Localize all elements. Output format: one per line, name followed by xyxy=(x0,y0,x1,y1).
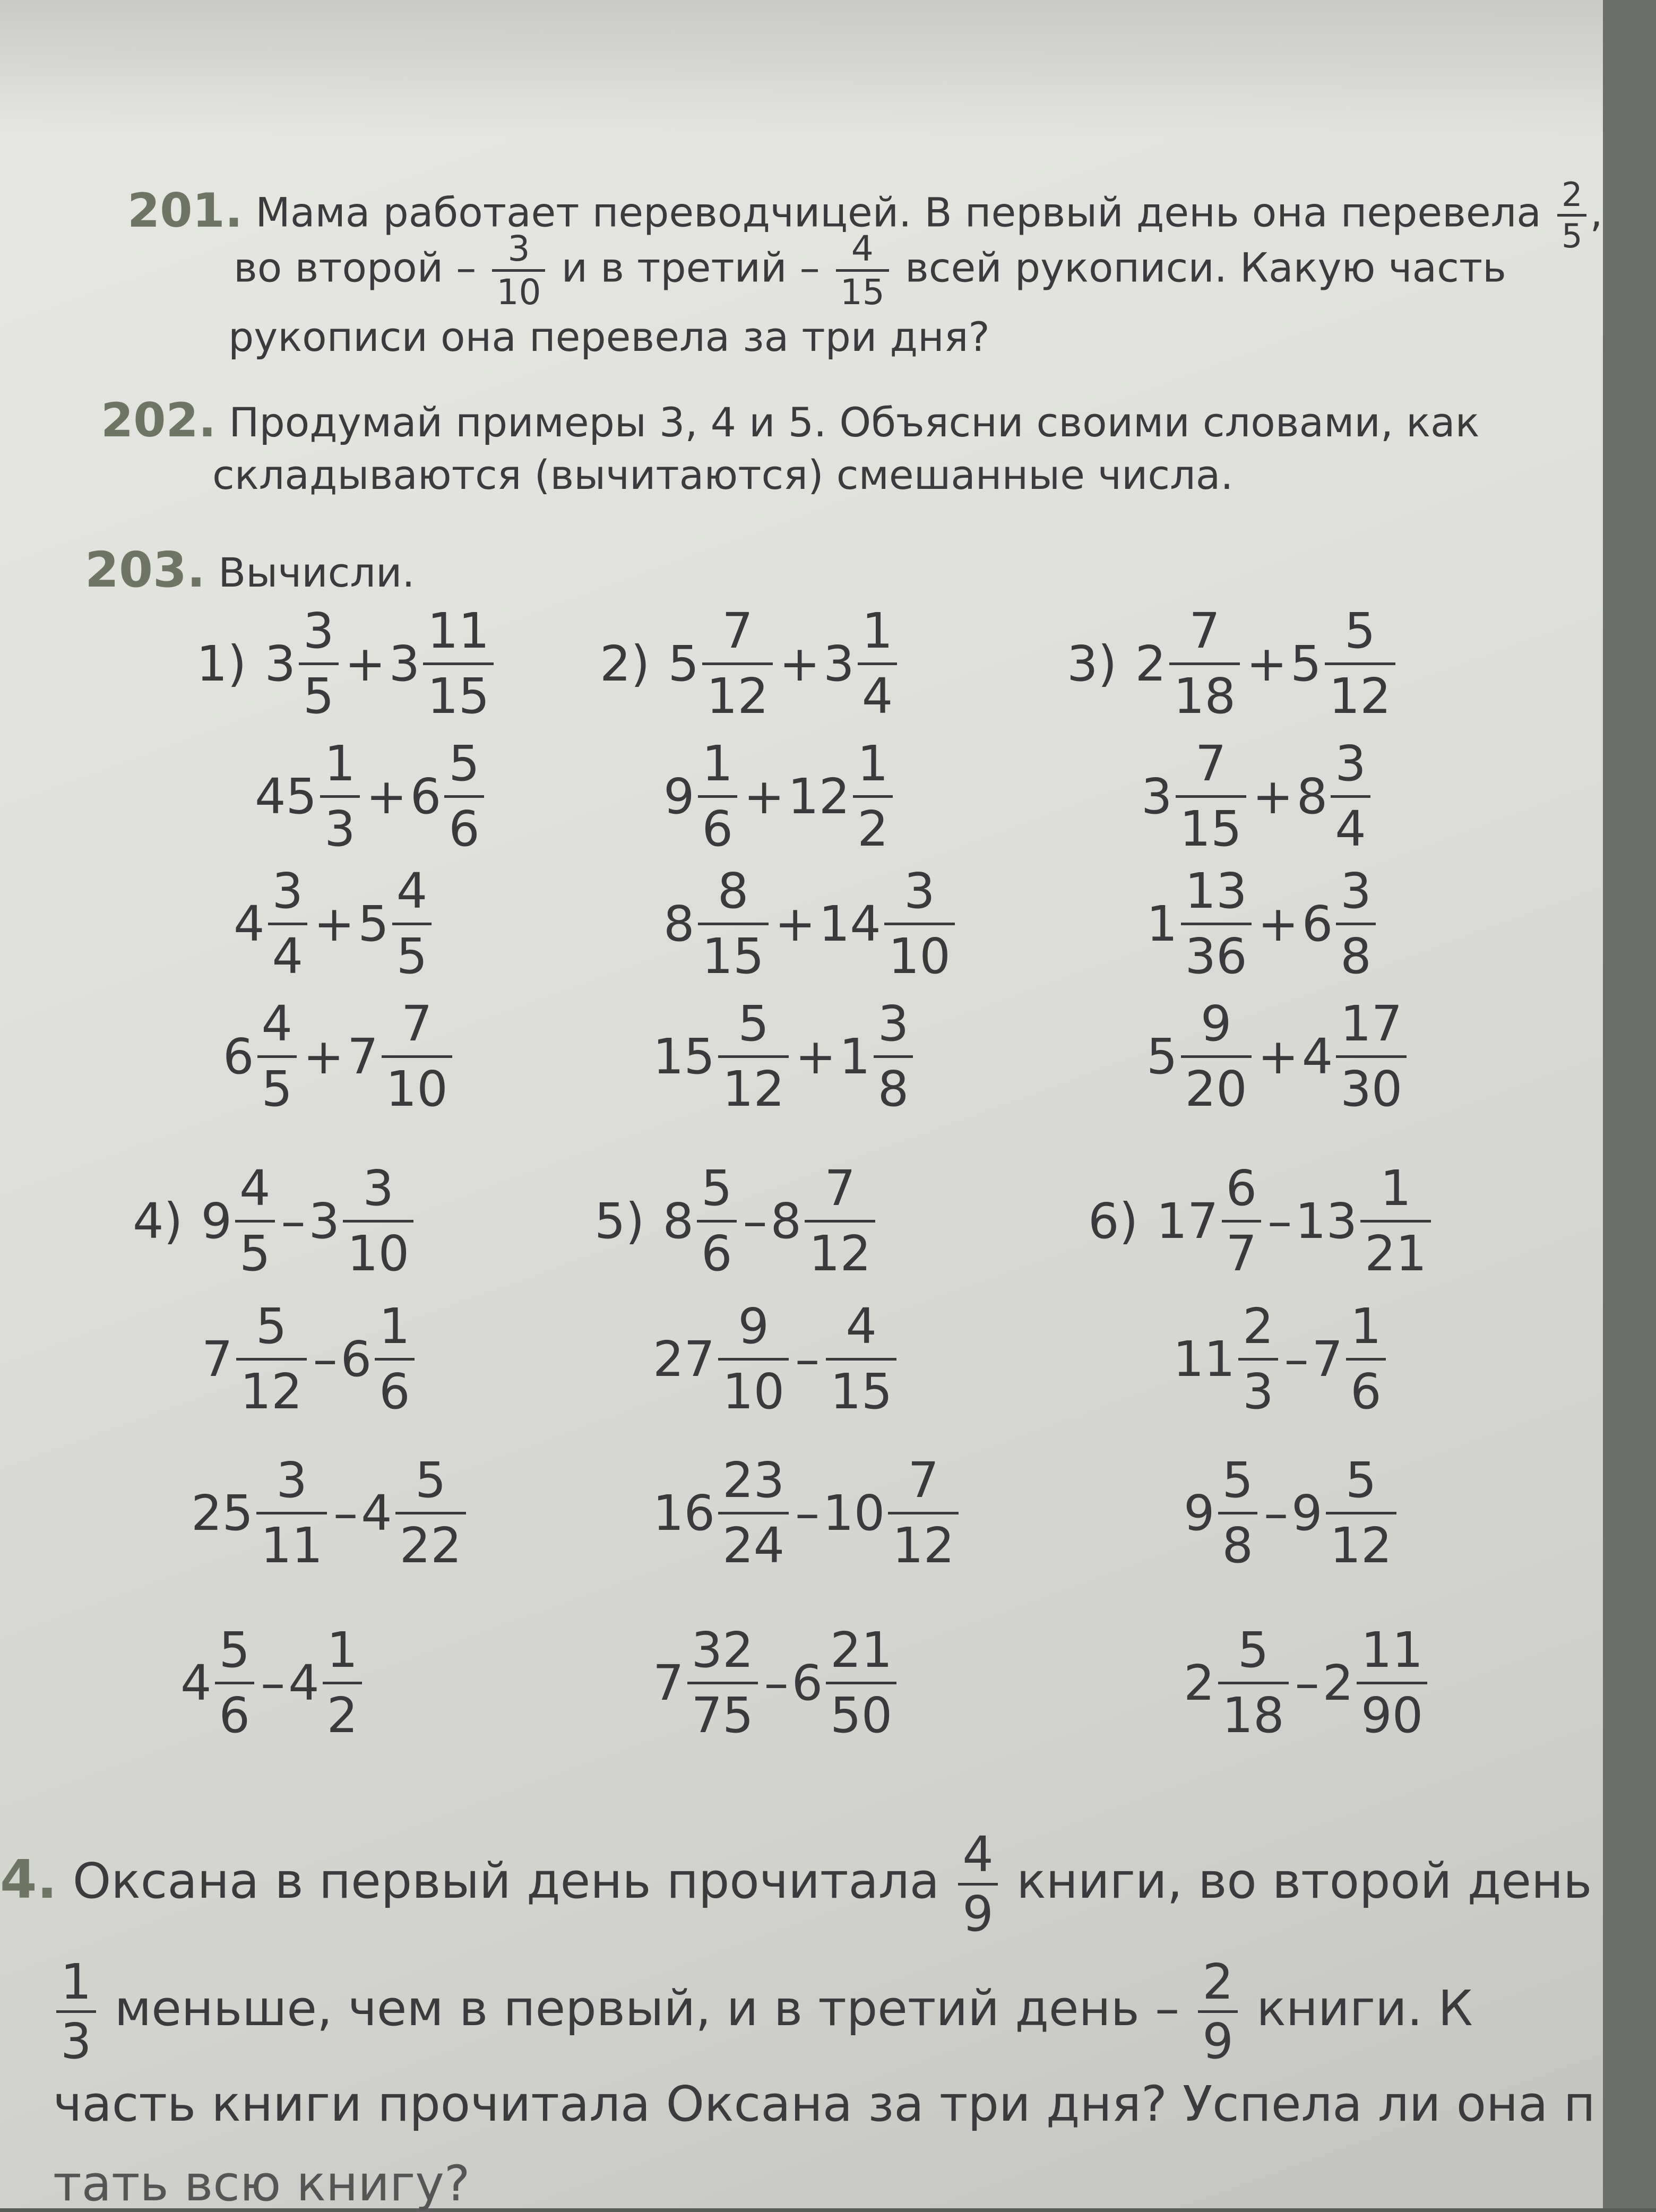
denominator: 9 xyxy=(1198,2010,1238,2070)
whole-part: 1 xyxy=(839,1028,870,1085)
operator: – xyxy=(795,1485,820,1542)
fraction xyxy=(1325,600,1395,728)
fraction xyxy=(236,1295,307,1423)
denominator: 10 xyxy=(884,923,955,988)
fraction xyxy=(958,1826,998,1942)
fraction xyxy=(853,733,893,860)
whole-part: 5 xyxy=(358,896,389,952)
whole-part: 4 xyxy=(1301,1028,1333,1085)
whole-part: 14 xyxy=(818,896,881,952)
whole-part: 3 xyxy=(389,635,420,692)
numerator: 4 xyxy=(851,228,874,269)
numerator: 1 xyxy=(857,735,889,792)
fraction xyxy=(299,600,339,728)
whole-part: 11 xyxy=(1173,1331,1236,1388)
expression xyxy=(1146,993,1410,1121)
whole-part: 6 xyxy=(791,1655,823,1711)
operator: – xyxy=(313,1331,338,1388)
problem-text: книги, во второй день xyxy=(1016,1852,1592,1909)
operator: + xyxy=(366,768,407,825)
denominator: 12 xyxy=(1325,662,1395,728)
numerator: 9 xyxy=(1200,995,1232,1052)
denominator: 75 xyxy=(687,1682,758,1747)
operator: – xyxy=(1267,1193,1292,1250)
operator: + xyxy=(744,768,785,825)
denominator: 5 xyxy=(235,1220,275,1285)
denominator: 5 xyxy=(392,923,432,988)
fraction xyxy=(1326,1449,1396,1577)
fraction xyxy=(1357,1619,1427,1747)
whole-part: 5 xyxy=(1146,1028,1178,1085)
fraction xyxy=(1181,860,1252,988)
fraction xyxy=(268,860,308,988)
whole-part: 9 xyxy=(1184,1485,1215,1542)
numerator: 21 xyxy=(830,1622,893,1679)
fraction xyxy=(1176,733,1246,860)
problem-202-line-2: складываются (вычитаются) смешанные числа. xyxy=(212,451,1234,498)
numerator: 6 xyxy=(1226,1160,1257,1217)
numerator: 3 xyxy=(363,1160,394,1217)
expression xyxy=(653,993,916,1121)
operator: – xyxy=(261,1655,286,1711)
operator: + xyxy=(1246,635,1288,692)
fraction xyxy=(256,1449,327,1577)
fraction xyxy=(257,993,297,1121)
denominator: 5 xyxy=(257,1055,297,1121)
numerator: 3 xyxy=(272,863,304,919)
fraction xyxy=(1336,993,1407,1121)
whole-part: 3 xyxy=(308,1193,340,1250)
expression xyxy=(594,1157,878,1285)
operator: + xyxy=(303,1028,344,1085)
denominator: 6 xyxy=(215,1682,255,1747)
operator: – xyxy=(764,1655,789,1711)
denominator: 90 xyxy=(1357,1682,1427,1747)
operator: + xyxy=(314,896,355,952)
fraction xyxy=(423,600,494,728)
denominator: 12 xyxy=(1326,1512,1396,1577)
denominator: 8 xyxy=(1218,1512,1258,1577)
expression xyxy=(1184,1619,1430,1747)
denominator: 12 xyxy=(888,1512,959,1577)
fraction xyxy=(826,1619,896,1747)
numerator: 3 xyxy=(1335,735,1366,792)
whole-part: 2 xyxy=(1184,1655,1215,1711)
whole-part: 10 xyxy=(823,1485,885,1542)
numerator: 3 xyxy=(507,228,530,269)
operator: + xyxy=(779,635,821,692)
whole-part: 45 xyxy=(255,768,317,825)
fraction xyxy=(1218,1619,1289,1747)
whole-part: 5 xyxy=(668,635,699,692)
whole-part: 6 xyxy=(1301,896,1333,952)
fraction xyxy=(697,1157,737,1285)
problem-text: и в третий – xyxy=(561,244,820,291)
exercise-label: 4) xyxy=(133,1193,183,1250)
denominator: 6 xyxy=(698,795,738,860)
fraction xyxy=(56,1953,96,2070)
problem-text: Оксана в первый день прочитала xyxy=(72,1852,940,1909)
fraction xyxy=(320,733,360,860)
numerator: 4 xyxy=(239,1160,271,1217)
numerator: 5 xyxy=(255,1298,287,1355)
fraction xyxy=(1557,175,1586,255)
fraction xyxy=(888,1449,959,1577)
expression xyxy=(1141,733,1374,860)
numerator: 9 xyxy=(738,1298,769,1355)
whole-part: 8 xyxy=(1296,768,1328,825)
denominator: 22 xyxy=(395,1512,466,1577)
expression xyxy=(663,860,958,988)
numerator: 11 xyxy=(1361,1622,1424,1679)
whole-part: 4 xyxy=(180,1655,212,1711)
numerator: 3 xyxy=(303,603,334,659)
denominator: 6 xyxy=(375,1358,415,1423)
page-edge xyxy=(1603,0,1656,2208)
numerator: 7 xyxy=(908,1452,939,1509)
numerator: 7 xyxy=(1189,603,1220,659)
fraction xyxy=(444,733,484,860)
fraction xyxy=(215,1619,255,1747)
problem-text: Продумай примеры 3, 4 и 5. Объясни своими словами, как xyxy=(229,399,1480,446)
fraction xyxy=(718,1295,789,1423)
numerator: 1 xyxy=(379,1298,410,1355)
problem-text: меньше, чем в первый, и в третий день – xyxy=(114,1979,1180,2037)
problem-202-line-1 xyxy=(101,393,1480,447)
numerator: 2 xyxy=(1562,175,1583,214)
page-shadow xyxy=(0,0,1603,138)
whole-part: 6 xyxy=(340,1331,372,1388)
denominator: 9 xyxy=(958,1883,998,1942)
whole-part: 7 xyxy=(202,1331,233,1388)
numerator: 2 xyxy=(1243,1298,1274,1355)
fraction xyxy=(826,1295,896,1423)
fraction xyxy=(395,1449,466,1577)
problem-text: Вычисли. xyxy=(218,549,415,596)
whole-part: 7 xyxy=(347,1028,378,1085)
numerator: 23 xyxy=(722,1452,785,1509)
denominator: 7 xyxy=(1222,1220,1262,1285)
fraction xyxy=(858,600,898,728)
fraction xyxy=(492,228,545,313)
exercise-label: 6) xyxy=(1088,1193,1138,1250)
operator: – xyxy=(281,1193,306,1250)
expression xyxy=(196,600,497,728)
fraction xyxy=(392,860,432,988)
numerator: 3 xyxy=(276,1452,307,1509)
fraction xyxy=(874,993,913,1121)
fraction xyxy=(1238,1295,1278,1423)
denominator: 15 xyxy=(698,923,769,988)
numerator: 5 xyxy=(738,995,769,1052)
whole-part: 9 xyxy=(1291,1485,1323,1542)
expression xyxy=(653,1619,900,1747)
whole-part: 3 xyxy=(823,635,855,692)
problem-text: всей рукописи. Какую часть xyxy=(904,244,1506,291)
expression xyxy=(1184,1449,1400,1577)
numerator: 4 xyxy=(962,1826,994,1883)
denominator: 20 xyxy=(1181,1055,1252,1121)
whole-part: 3 xyxy=(1141,768,1172,825)
operator: – xyxy=(1295,1655,1319,1711)
denominator: 36 xyxy=(1181,923,1252,988)
denominator: 6 xyxy=(697,1220,737,1285)
denominator: 30 xyxy=(1336,1055,1407,1121)
denominator: 3 xyxy=(320,795,360,860)
problem-number: 201. xyxy=(127,183,243,238)
expression xyxy=(202,1295,418,1423)
numerator: 3 xyxy=(1340,863,1372,919)
numerator: 1 xyxy=(1380,1160,1411,1217)
fraction xyxy=(718,1449,789,1577)
operator: + xyxy=(795,1028,836,1085)
numerator: 5 xyxy=(415,1452,446,1509)
problem-number: 202. xyxy=(101,393,217,447)
expression xyxy=(234,860,435,988)
operator: – xyxy=(333,1485,358,1542)
expression xyxy=(133,1157,417,1285)
denominator: 15 xyxy=(826,1358,896,1423)
expression xyxy=(1173,1295,1389,1423)
expression xyxy=(663,733,896,860)
denominator: 2 xyxy=(323,1682,363,1747)
whole-part: 2 xyxy=(1322,1655,1354,1711)
fraction xyxy=(375,1295,415,1423)
numerator: 5 xyxy=(701,1160,732,1217)
whole-part: 9 xyxy=(201,1193,232,1250)
whole-part: 27 xyxy=(653,1331,715,1388)
fraction xyxy=(235,1157,275,1285)
denominator: 2 xyxy=(853,795,893,860)
numerator: 4 xyxy=(846,1298,877,1355)
whole-part: 6 xyxy=(410,768,442,825)
numerator: 11 xyxy=(427,603,490,659)
numerator: 5 xyxy=(1344,603,1376,659)
denominator: 12 xyxy=(702,662,773,728)
fraction xyxy=(687,1619,758,1747)
whole-part: 25 xyxy=(191,1485,254,1542)
denominator: 24 xyxy=(718,1512,789,1577)
numerator: 4 xyxy=(396,863,428,919)
problem-204-line-1 xyxy=(0,1826,1592,1942)
numerator: 3 xyxy=(877,995,909,1052)
denominator: 11 xyxy=(256,1512,327,1577)
fraction xyxy=(836,228,889,313)
numerator: 1 xyxy=(324,735,356,792)
fraction xyxy=(1360,1157,1431,1285)
operator: – xyxy=(1264,1485,1289,1542)
whole-part: 4 xyxy=(234,896,265,952)
fraction xyxy=(323,1619,363,1747)
whole-part: 5 xyxy=(1290,635,1322,692)
whole-part: 6 xyxy=(223,1028,254,1085)
fraction xyxy=(805,1157,875,1285)
whole-part: 8 xyxy=(770,1193,802,1250)
numerator: 1 xyxy=(861,603,893,659)
denominator: 50 xyxy=(826,1682,896,1747)
operator: – xyxy=(743,1193,767,1250)
whole-part: 8 xyxy=(663,896,695,952)
denominator: 12 xyxy=(805,1220,875,1285)
problem-text: во второй – xyxy=(234,244,477,291)
denominator: 15 xyxy=(836,269,889,313)
numerator: 4 xyxy=(261,995,293,1052)
exercise-label: 5) xyxy=(594,1193,645,1250)
operator: + xyxy=(1252,768,1293,825)
denominator: 6 xyxy=(444,795,484,860)
numerator: 1 xyxy=(326,1622,358,1679)
problem-204-line-2 xyxy=(53,1953,1473,2070)
fraction xyxy=(698,733,738,860)
whole-part: 1 xyxy=(1146,896,1178,952)
fraction xyxy=(718,993,789,1121)
fraction xyxy=(1346,1295,1386,1423)
denominator: 3 xyxy=(1238,1358,1278,1423)
whole-part: 16 xyxy=(653,1485,715,1542)
expression xyxy=(1067,600,1399,728)
whole-part: 12 xyxy=(788,768,850,825)
fraction xyxy=(1331,733,1370,860)
denominator: 6 xyxy=(1346,1358,1386,1423)
denominator: 4 xyxy=(858,662,898,728)
denominator: 18 xyxy=(1169,662,1240,728)
fraction xyxy=(702,600,773,728)
whole-part: 17 xyxy=(1156,1193,1219,1250)
whole-part: 3 xyxy=(264,635,296,692)
fraction xyxy=(1218,1449,1258,1577)
whole-part: 7 xyxy=(1312,1331,1343,1388)
problem-203-title xyxy=(85,541,415,598)
fraction xyxy=(1181,993,1252,1121)
denominator: 5 xyxy=(299,662,339,728)
expression xyxy=(1146,860,1379,988)
whole-part: 13 xyxy=(1295,1193,1358,1250)
fraction xyxy=(1222,1157,1262,1285)
operator: + xyxy=(344,635,386,692)
numerator: 1 xyxy=(1350,1298,1382,1355)
denominator: 12 xyxy=(718,1055,789,1121)
operator: + xyxy=(1257,1028,1299,1085)
numerator: 13 xyxy=(1185,863,1247,919)
operator: + xyxy=(774,896,816,952)
expression xyxy=(191,1449,469,1577)
numerator: 7 xyxy=(1195,735,1227,792)
exercise-label: 3) xyxy=(1067,635,1117,692)
denominator: 8 xyxy=(874,1055,913,1121)
denominator: 15 xyxy=(423,662,494,728)
whole-part: 7 xyxy=(653,1655,684,1711)
denominator: 8 xyxy=(1336,923,1376,988)
problem-number: 203. xyxy=(85,541,205,598)
denominator: 3 xyxy=(56,2010,96,2070)
denominator: 10 xyxy=(382,1055,452,1121)
expression xyxy=(653,1295,900,1423)
numerator: 7 xyxy=(824,1160,856,1217)
problem-204-line-3: часть книги прочитала Оксана за три дня? Успела ли она п xyxy=(53,2076,1595,2132)
expression xyxy=(255,733,487,860)
whole-part: 9 xyxy=(663,768,695,825)
problem-text: Мама работает переводчицей. В первый день она перевела xyxy=(255,188,1541,236)
numerator: 8 xyxy=(717,863,749,919)
fraction xyxy=(1169,600,1240,728)
denominator: 4 xyxy=(1331,795,1370,860)
denominator: 10 xyxy=(343,1220,413,1285)
fraction xyxy=(1336,860,1376,988)
denominator: 10 xyxy=(718,1358,789,1423)
numerator: 3 xyxy=(904,863,935,919)
numerator: 5 xyxy=(219,1622,251,1679)
fraction xyxy=(382,993,452,1121)
numerator: 5 xyxy=(1237,1622,1269,1679)
denominator: 18 xyxy=(1218,1682,1289,1747)
expression xyxy=(223,993,455,1121)
denominator: 15 xyxy=(1176,795,1246,860)
numerator: 7 xyxy=(401,995,433,1052)
operator: – xyxy=(795,1331,820,1388)
whole-part: 8 xyxy=(662,1193,694,1250)
numerator: 17 xyxy=(1340,995,1403,1052)
expression xyxy=(1088,1157,1434,1285)
operator: + xyxy=(1257,896,1299,952)
fraction xyxy=(698,860,769,988)
denominator: 21 xyxy=(1360,1220,1431,1285)
denominator: 5 xyxy=(1557,214,1586,255)
problem-201-line-3: рукописи она перевела за три дня? xyxy=(228,313,990,360)
whole-part: 4 xyxy=(288,1655,320,1711)
exercise-label: 1) xyxy=(196,635,247,692)
expression xyxy=(653,1449,962,1577)
expression xyxy=(180,1619,365,1747)
whole-part: 4 xyxy=(361,1485,392,1542)
fraction xyxy=(343,1157,413,1285)
exercise-label: 2) xyxy=(600,635,650,692)
whole-part: 15 xyxy=(653,1028,715,1085)
operator: – xyxy=(1284,1331,1309,1388)
numerator: 2 xyxy=(1202,1953,1234,2010)
problem-201-line-2 xyxy=(234,228,1506,313)
whole-part: 2 xyxy=(1135,635,1166,692)
numerator: 5 xyxy=(448,735,480,792)
expression xyxy=(600,600,900,728)
numerator: 5 xyxy=(1222,1452,1254,1509)
numerator: 1 xyxy=(61,1953,92,2010)
punctuation: , xyxy=(1590,188,1603,236)
fraction xyxy=(1198,1953,1238,2070)
numerator: 1 xyxy=(702,735,734,792)
denominator: 10 xyxy=(492,269,545,313)
problem-number: 4. xyxy=(0,1848,57,1910)
fraction xyxy=(884,860,955,988)
problem-204-line-4: тать всю книгу? xyxy=(53,2155,470,2212)
denominator: 12 xyxy=(236,1358,307,1423)
problem-text: книги. К xyxy=(1256,1979,1473,2037)
numerator: 32 xyxy=(691,1622,754,1679)
numerator: 7 xyxy=(722,603,753,659)
numerator: 5 xyxy=(1345,1452,1377,1509)
denominator: 4 xyxy=(268,923,308,988)
